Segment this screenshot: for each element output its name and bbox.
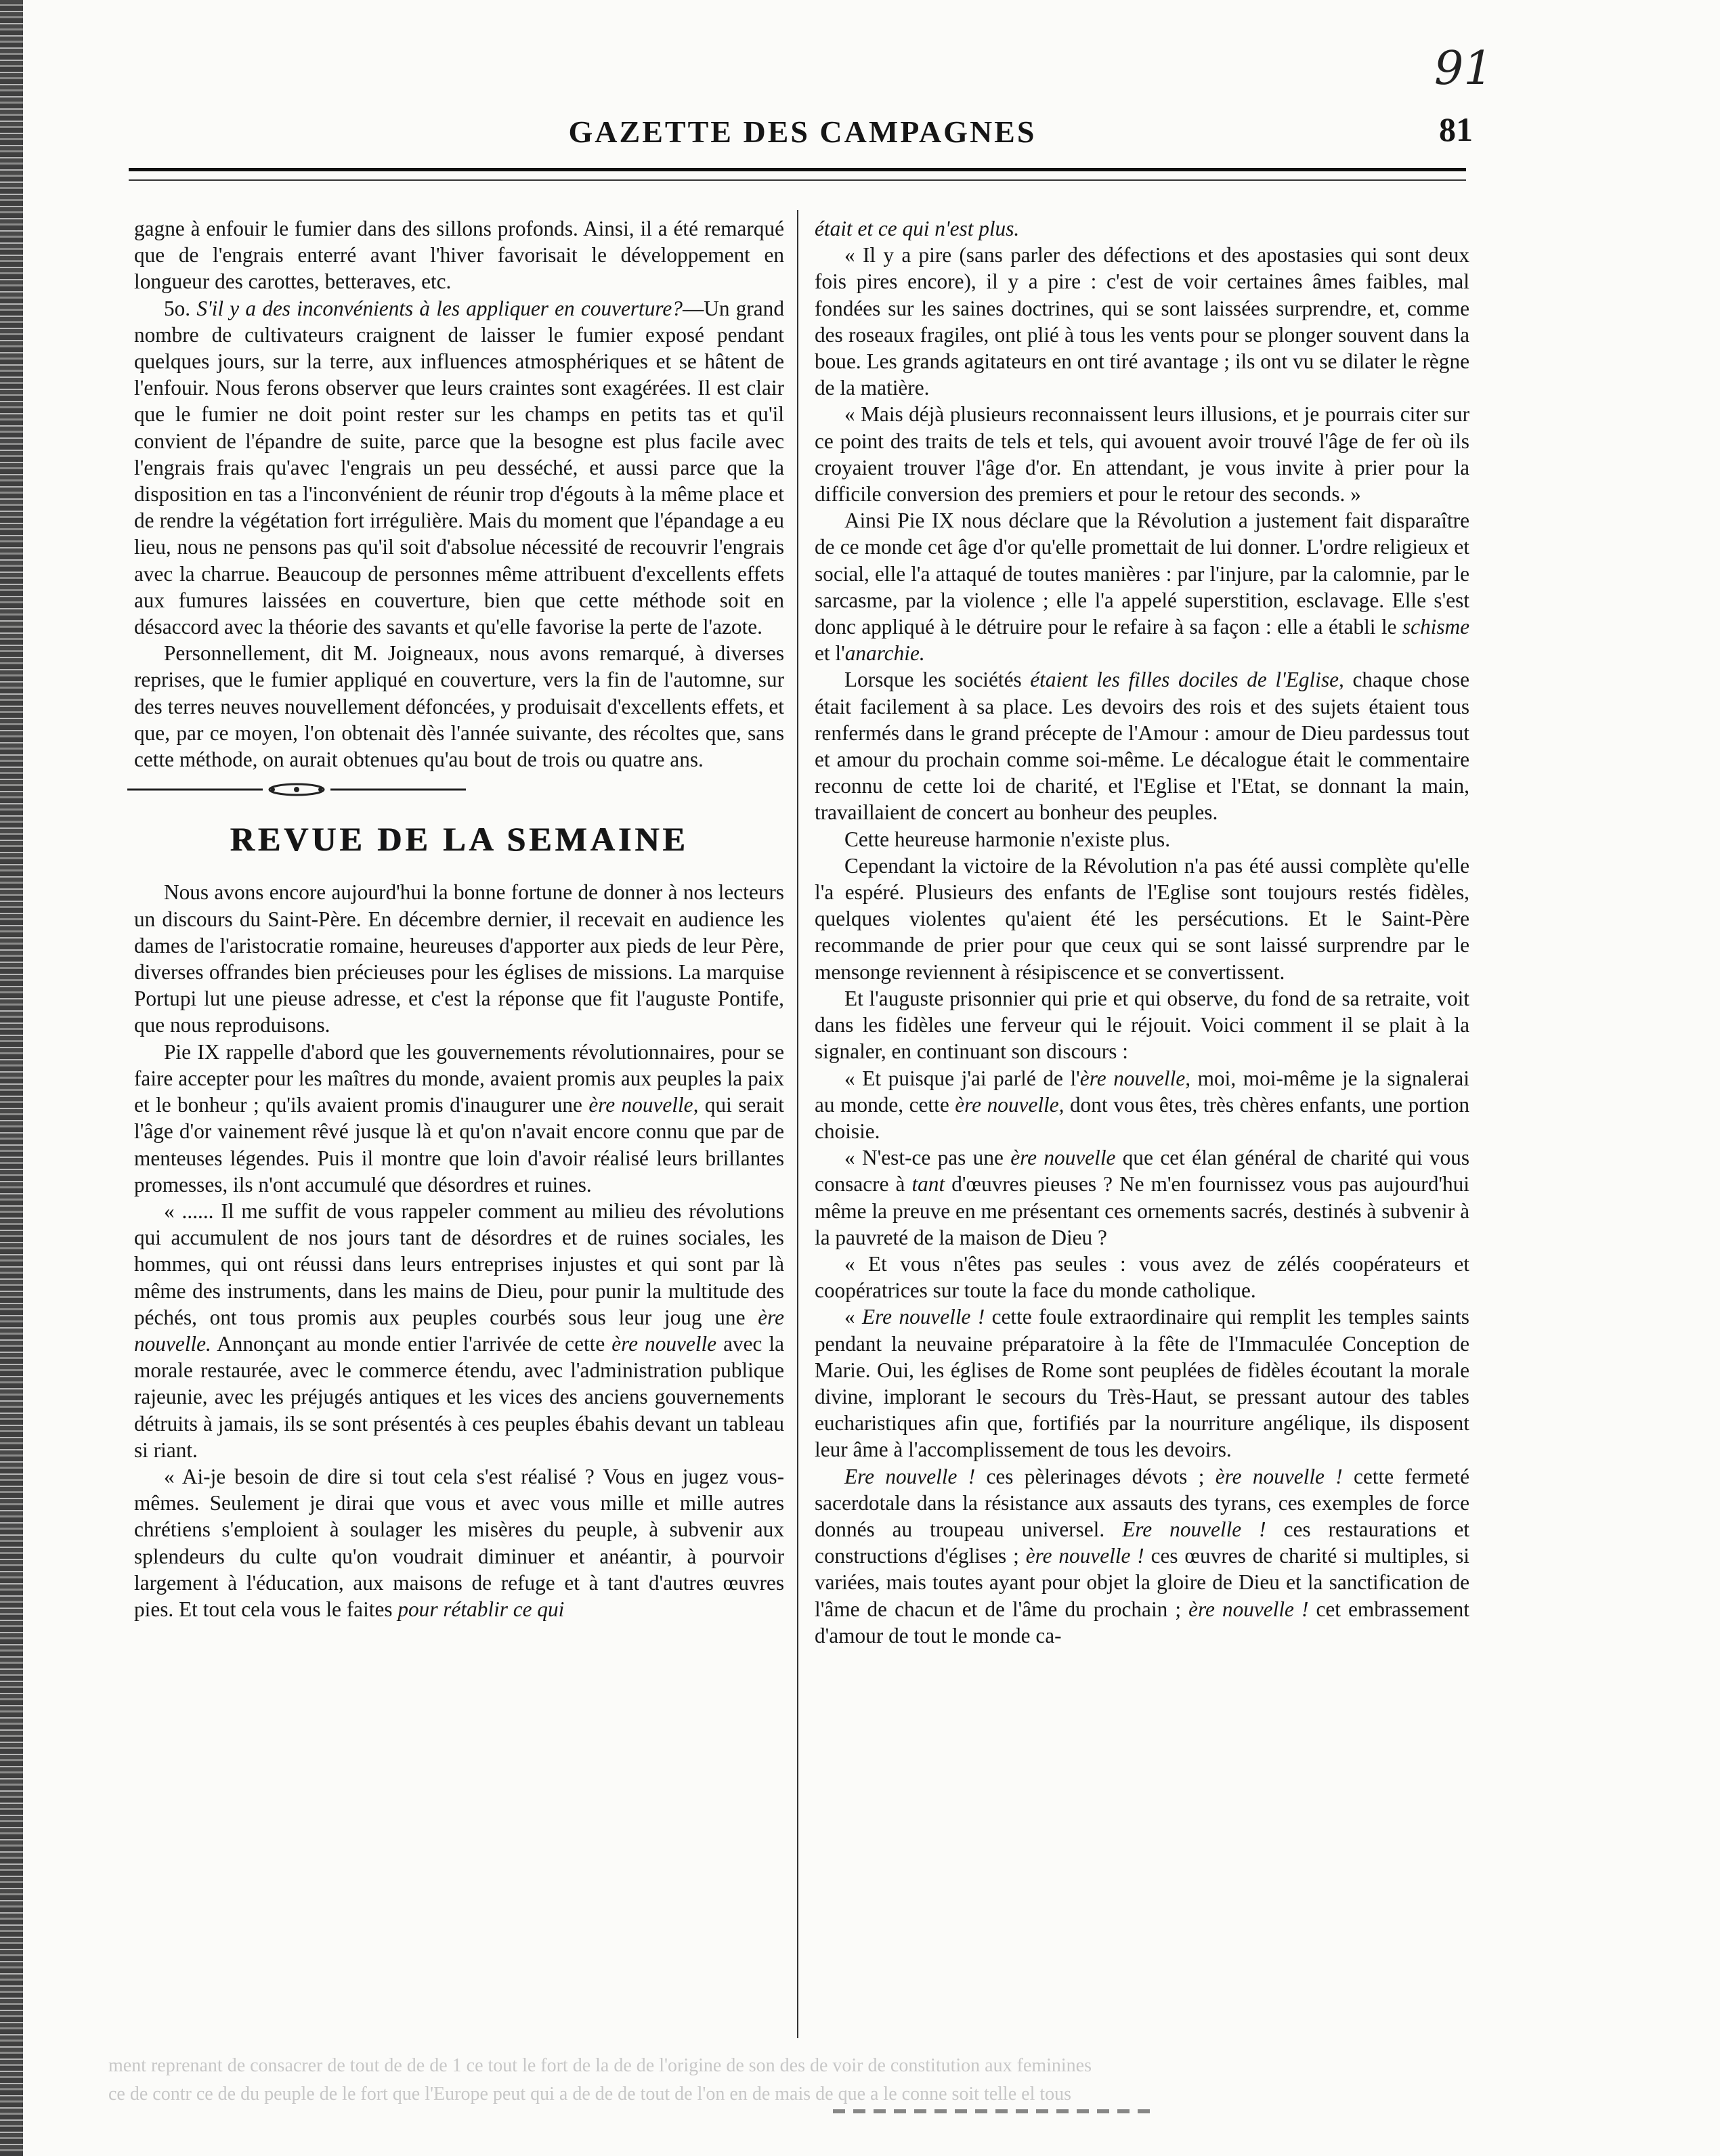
paragraph-text: qui serait l'âge d'or vainement rêvé jusque là et qu'on n'avait encore connu que par de menteuses légendes. Puis il montre que loin d'avoir réalisé leurs brillantes promesses, ils n'ont accumulé que désordres et ruines. xyxy=(134,1093,784,1196)
paragraph xyxy=(134,1463,784,1622)
paragraph xyxy=(134,1039,784,1198)
paragraph: Et l'auguste prisonnier qui prie et qui observe, du fond de sa retraite, voit dans les fidèles une ferveur qui le réjouit. Voici comment il se plait à la signaler, en continuant son discours : xyxy=(815,986,1469,1064)
italic-text: ère nouvelle, xyxy=(1079,1066,1191,1090)
paragraph xyxy=(815,1144,1469,1251)
left-column xyxy=(134,215,784,1622)
paragraph: Personnellement, dit M. Joigneaux, nous avons remarqué, à diverses reprises, que le fumier appliqué en couverture, vers la fin de l'automne, sur des terres neuves nouvellement défoncées, y produisait d'excellents effets, et que, par ce moyen, l'on obtenait dès l'année suivante, des récoltes que, sans cette méthode, on aurait obtenues qu'au bout de trois ou quatre ans. xyxy=(134,641,784,772)
ornament-divider xyxy=(127,782,466,797)
paragraph-text: « Ai-je besoin de dire si tout cela s'est réalisé ? Vous en jugez vous-mêmes. Seulement je dirai que vous et avec vous mille et mille autres chrétiens s'emploient à soulager les misères du peuple, à subvenir aux splendeurs du culte qu'on voudrait diminuer et anéantir, à pourvoir largement à l'éducation, aux maisons de refuge et à tant d'autres œuvres pies. Et tout cela vous le faites xyxy=(134,1464,784,1621)
question-italic: S'il y a des inconvénients à les appliquer en couverture? xyxy=(196,296,683,320)
paragraph-text: avec la morale restaurée, avec le commerce étendu, avec l'administration publique rajeunie, avec les préjugés antiques et les vices des anciens gouvernements détruits à jamais, ils se sont présentés à ces peuples ébahis devant un tableau si riant. xyxy=(134,1331,784,1462)
paragraph-text: « Et puisque j'ai parlé de l' xyxy=(844,1066,1080,1090)
paragraph-text: « N'est-ce pas une xyxy=(844,1146,1011,1170)
paragraph xyxy=(815,507,1469,666)
paragraph-text: ces restaurations et constructions d'églises ; xyxy=(815,1517,1469,1568)
paragraph-text: et l' xyxy=(815,641,845,666)
paragraph-text: « xyxy=(844,1305,863,1329)
paragraph-text: chaque chose était facilement à sa place. Les devoirs des rois et des sujets étaient tous renfermés dans le grand précepte de l'Amour : amour de Dieu pardessus tout et amour du prochain comme soi-même. Le décalogue était le commentaire reconnu de cette loi de charité, et l'Eglise et l'Etat, se donnant la main, travaillaient de concert au bonheur des peuples. xyxy=(815,668,1469,825)
italic-text: pour rétablir ce qui xyxy=(397,1597,565,1621)
scan-edge-border xyxy=(0,0,23,2156)
paragraph-text: Lorsque les sociétés xyxy=(844,668,1031,692)
italic-text: ère nouvelle, xyxy=(955,1092,1065,1117)
paragraph xyxy=(815,666,1469,825)
page-number: 81 xyxy=(1439,110,1473,148)
paragraph: Cependant la victoire de la Révolution n'a pas été aussi complète qu'elle l'a espéré. Plusieurs des enfants de l'Eglise sont toujours restés fidèles, quelques violentes qu'aient été les persécutions. Et le Saint-Père recommande de prier pour que ceux qui se sont laissé surprendre par le mensonge reviennent à résipiscence et se convertissent. xyxy=(815,853,1469,984)
paragraph: Cette heureuse harmonie n'existe plus. xyxy=(844,827,1171,851)
paragraph-text: moi, moi-même je la signalerai au monde, cette xyxy=(815,1066,1469,1117)
paragraph-text: —Un grand nombre de cultivateurs craignent de laisser le fumier exposé pendant quelques jours, sur la terre, aux influences atmosphériques et se hâtent de l'enfouir. Nous ferons observer que leurs craintes sont exagérées. Il est clair que le fumier ne doit point rester sur les champs en petits tas et qu'il convient de l'épandre de suite, parce que la besogne est plus facile avec l'engrais frais qu'avec l'engrais un peu desséché, et aussi parce que la disposition en tas a l'inconvénient de réunir trop d'égouts à la même place et de rendre la végétation fort irrégulière. Mais du moment que l'épandage a eu lieu, nous ne pensons pas qu'il soit d'absolue nécessité de recouvrir l'engrais avec la charrue. Beaucoup de personnes même attribuent d'excellents effets aux fumures laissées en couverture, bien que cette méthode soit en désaccord avec la théorie des savants et qu'elle favorise la perte de l'azote. xyxy=(134,296,784,639)
paragraph xyxy=(134,1198,784,1463)
section-title: REVUE DE LA SEMAINE xyxy=(230,820,689,859)
handwritten-folio: 91 xyxy=(1434,42,1493,95)
paragraph-text: ces pèlerinages dévots ; xyxy=(975,1464,1216,1488)
italic-text: ère nouvelle, xyxy=(588,1093,699,1117)
paragraph: Nous avons encore aujourd'hui la bonne fortune de donner à nos lecteurs un discours du Saint-Père. En décembre dernier, il recevait en audience les dames de l'aristocratie romaine, heureuses d'apporter aux pieds de leur Père, diverses offrandes bien précieuses pour les églises de missions. La marquise Portupi lut une pieuse adresse, et c'est la réponse que fit l'auguste Pontife, que nous reproduisons. xyxy=(134,880,784,1037)
paragraph xyxy=(815,1303,1469,1463)
column-divider xyxy=(797,210,798,2038)
paragraph-text: ces œuvres de charité si multiples, si variées, mais toutes ayant pour objet la gloire de Dieu et la sanctification de l'âme de chacun et de l'âme du prochain ; xyxy=(815,1544,1469,1621)
italic-text: Ere nouvelle ! xyxy=(862,1305,985,1329)
bleed-line: ce de contr ce de du peuple de le fort que l'Europe peut qui a de de de tout de l'on en de mais de que a le conne soit telle el tous xyxy=(108,2084,1072,2105)
italic-text: ère nouvelle ! xyxy=(1188,1597,1309,1621)
italic-text: Ere nouvelle ! xyxy=(844,1464,976,1488)
page-header xyxy=(132,102,1473,156)
paragraph: « Et vous n'êtes pas seules : vous avez de zélés coopérateurs et coopératrices sur toute la face du monde catholique. xyxy=(815,1251,1469,1303)
paragraph-text: Pie IX rappelle d'abord que les gouvernements révolutionnaires, pour se faire accepter pour les maîtres du monde, avaient promis aux peuples la paix et le bonheur ; qu'ils avaient promis d'inaugurer une xyxy=(134,1039,784,1117)
paragraph-text: Ainsi Pie IX nous déclare que la Révolution a justement fait disparaître de ce monde cet âge d'or qu'elle promettait de lui donner. L'ordre religieux et social, elle l'a attaqué de toutes manières : par l'injure, par la calomnie, par le sarcasme, par la violence ; elle l'a appelé superstition, esclavage. Elle s'est donc appliqué à le détruire pour le refaire à sa façon : elle a établi le xyxy=(815,509,1469,639)
italic-text: ère nouvelle xyxy=(1010,1146,1116,1170)
paragraph-text: cette fermeté sacerdotale dans la résistance aux assauts des tyrans, ces exemples de force donnés au troupeau universel. xyxy=(815,1464,1469,1541)
paragraph: « Mais déjà plusieurs reconnaissent leurs illusions, et je pourrais citer sur ce point des traits de tels et tels, qui avouent avoir trouvé l'âge de fer où ils croyaient trouver l'âge d'or. En attendant, je vous invite à prier pour la difficile conversion des premiers et pour le retour des seconds. » xyxy=(815,402,1469,506)
italic-text: anarchie. xyxy=(844,641,925,666)
italic-text: étaient les filles dociles de l'Eglise, xyxy=(1030,668,1344,692)
bleed-through-text xyxy=(108,2052,1463,2109)
item-number: 5o. xyxy=(164,296,197,320)
paragraph-text: cet embrassement d'amour de tout le monde ca- xyxy=(815,1597,1469,1647)
paragraph xyxy=(815,1463,1469,1649)
paragraph-text: « ...... Il me suffit de vous rappeler comment au milieu des révolutions qui accumulent de nos jours tant de désordres et de ruines sociales, les hommes, qui ont réussi dans leurs entreprises injustes et qui sont par là même des instruments, dans les mains de Dieu, pour punir la multitude des péchés, ont tous promis aux peuples courbés sous leur joug une xyxy=(134,1199,784,1329)
italic-text: tant xyxy=(911,1172,945,1196)
paragraph: « Il y a pire (sans parler des défections et des apostasies qui sont deux fois pires encore), il y a pire : c'est de voir certaines âmes faibles, mal fondées sur les saines doctrines, qui se sont laissées surprendre, et, comme des roseaux fragiles, ont plié à tous les vents pour se plonger souvent dans la boue. Les grands agitateurs en ont tiré avantage ; ils ont vu se dilater le règne de la matière. xyxy=(815,243,1469,400)
italic-text: était et ce qui n'est plus. xyxy=(815,217,1020,240)
paragraph xyxy=(134,295,784,641)
paragraph-text: que cet élan général de charité qui vous consacre à xyxy=(815,1146,1470,1196)
italic-text: ère nouvelle ! xyxy=(1215,1464,1343,1488)
paragraph-text: dont vous êtes, très chères enfants, une portion choisie. xyxy=(815,1092,1469,1143)
paragraph-text: Annonçant au monde entier l'arrivée de cette xyxy=(211,1331,612,1356)
italic-text: ère nouvelle. xyxy=(134,1305,784,1356)
bottom-smudge xyxy=(833,2109,1158,2113)
header-rule xyxy=(129,168,1466,181)
newspaper-title: GAZETTE DES CAMPAGNES xyxy=(568,114,1037,149)
paragraph-text: cette foule extraordinaire qui remplit les temples saints pendant la neuvaine préparatoire à la fête de l'Immaculée Conception de Marie. Oui, les églises de Rome sont peuplées de fidèles écoutant la morale divine, implorant le secours du Très-Haut, se pressant autour des tables eucharistiques afin que, fortifiés par la nourriture angélique, ils disposent leur âme à l'accomplissement de tous les devoirs. xyxy=(815,1305,1469,1462)
italic-text: ère nouvelle xyxy=(611,1331,717,1356)
paragraph xyxy=(815,1065,1469,1145)
bleed-line: ment reprenant de consacrer de tout de de de 1 ce tout le fort de la de de l'origine de son des de voir de constitution aux feminines xyxy=(108,2055,1092,2076)
right-column xyxy=(815,215,1469,1649)
italic-text: schisme xyxy=(1402,615,1469,639)
paragraph-text: d'œuvres pieuses ? Ne m'en fournissez vous pas aujourd'hui même la preuve en me présentant ces ornements sacrés, destinés à subvenir à la pauvreté de la maison de Dieu ? xyxy=(815,1172,1469,1249)
italic-text: Ere nouvelle ! xyxy=(1122,1517,1266,1541)
italic-text: ère nouvelle ! xyxy=(1025,1544,1144,1568)
paragraph: gagne à enfouir le fumier dans des sillons profonds. Ainsi, il a été remarqué que de l'engrais enterré avant l'hiver favorisait le développement en longueur des carottes, betteraves, etc. xyxy=(134,217,784,294)
paragraph xyxy=(815,215,1469,242)
